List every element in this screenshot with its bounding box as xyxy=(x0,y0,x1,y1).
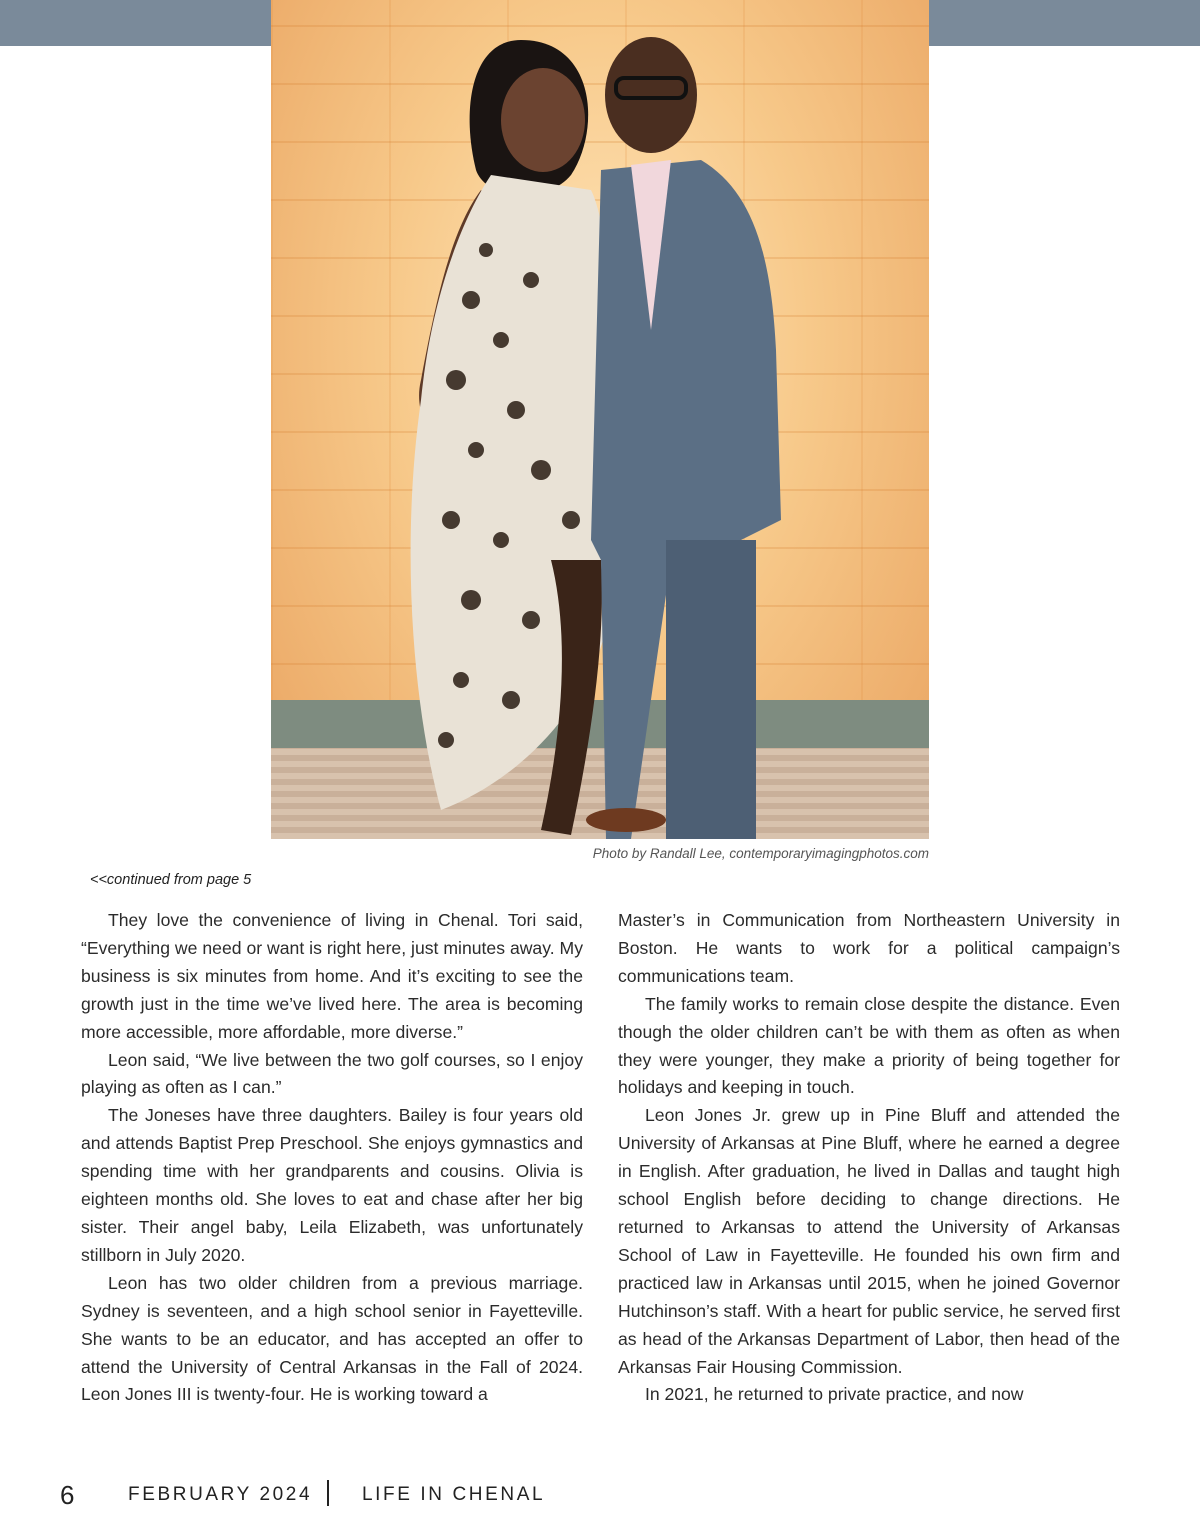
article-paragraph: Leon has two older children from a previous marriage. Sydney is seventeen, and a high school senior in Fayetteville. She wants to be an educator, and has accepted an offer to attend the University of Central Arkansas in the Fall of 2024. Leon Jones III is twenty-four. He is working toward a xyxy=(81,1272,583,1405)
continued-from-note: <<continued from page 5 xyxy=(90,872,252,888)
article-paragraph: The Joneses have three daughters. Bailey is four years old and attends Baptist Prep Preschool. She enjoys gymnastics and spending time with her grandparents and cousins. Olivia is eighteen months old. She loves to eat and chase after her big sister. Their angel baby, Leila Elizabeth, was unfortunately stillborn in July 2020. xyxy=(81,1105,583,1265)
article-column-right xyxy=(618,907,1120,1409)
article-column-left xyxy=(81,907,583,1409)
page-footer xyxy=(0,1478,1200,1512)
article-paragraph: They love the convenience of living in Chenal. Tori said, “Everything we need or want is right here, just minutes away. My business is six minutes from home. And it’s exciting to see the growth just in the time we’ve lived here. The area is becoming more accessible, more affordable, more diverse.” xyxy=(81,910,583,1042)
page-number: 6 xyxy=(60,1480,75,1510)
article-paragraph: Master’s in Communication from Northeastern University in Boston. He wants to work for a political campaign’s communications team. xyxy=(618,910,1120,986)
magazine-title: LIFE IN CHENAL xyxy=(362,1484,546,1505)
photo-caption: Photo by Randall Lee, contemporaryimagingphotos.com xyxy=(592,846,929,861)
article-paragraph: In 2021, he returned to private practice, and now xyxy=(645,1384,1024,1405)
footer-divider xyxy=(327,1480,329,1506)
woman-figure xyxy=(411,40,614,835)
issue-date: FEBRUARY 2024 xyxy=(128,1484,313,1505)
article-paragraph: Leon said, “We live between the two golf courses, so I enjoy playing as often as I can.” xyxy=(81,1049,583,1098)
article-paragraph: The family works to remain close despite the distance. Even though the older children can’t be with them as often as when they were younger, they make a priority of being together for holidays and keeping in touch. xyxy=(618,993,1120,1098)
man-figure xyxy=(586,37,781,839)
couple-illustration xyxy=(271,0,929,839)
couple-photo xyxy=(271,0,929,839)
article-paragraph: Leon Jones Jr. grew up in Pine Bluff and attended the University of Arkansas at Pine Bluff, where he earned a degree in English. After graduation, he lived in Dallas and taught high school English before deciding to change directions. He returned to Arkansas to attend the University of Arkansas School of Law in Fayetteville. He founded his own firm and practiced law in Arkansas until 2015, when he joined Governor Hutchinson’s staff. With a heart for public service, he served first as head of the Arkansas Department of Labor, then head of the Arkansas Fair Housing Commission. xyxy=(618,1105,1120,1377)
